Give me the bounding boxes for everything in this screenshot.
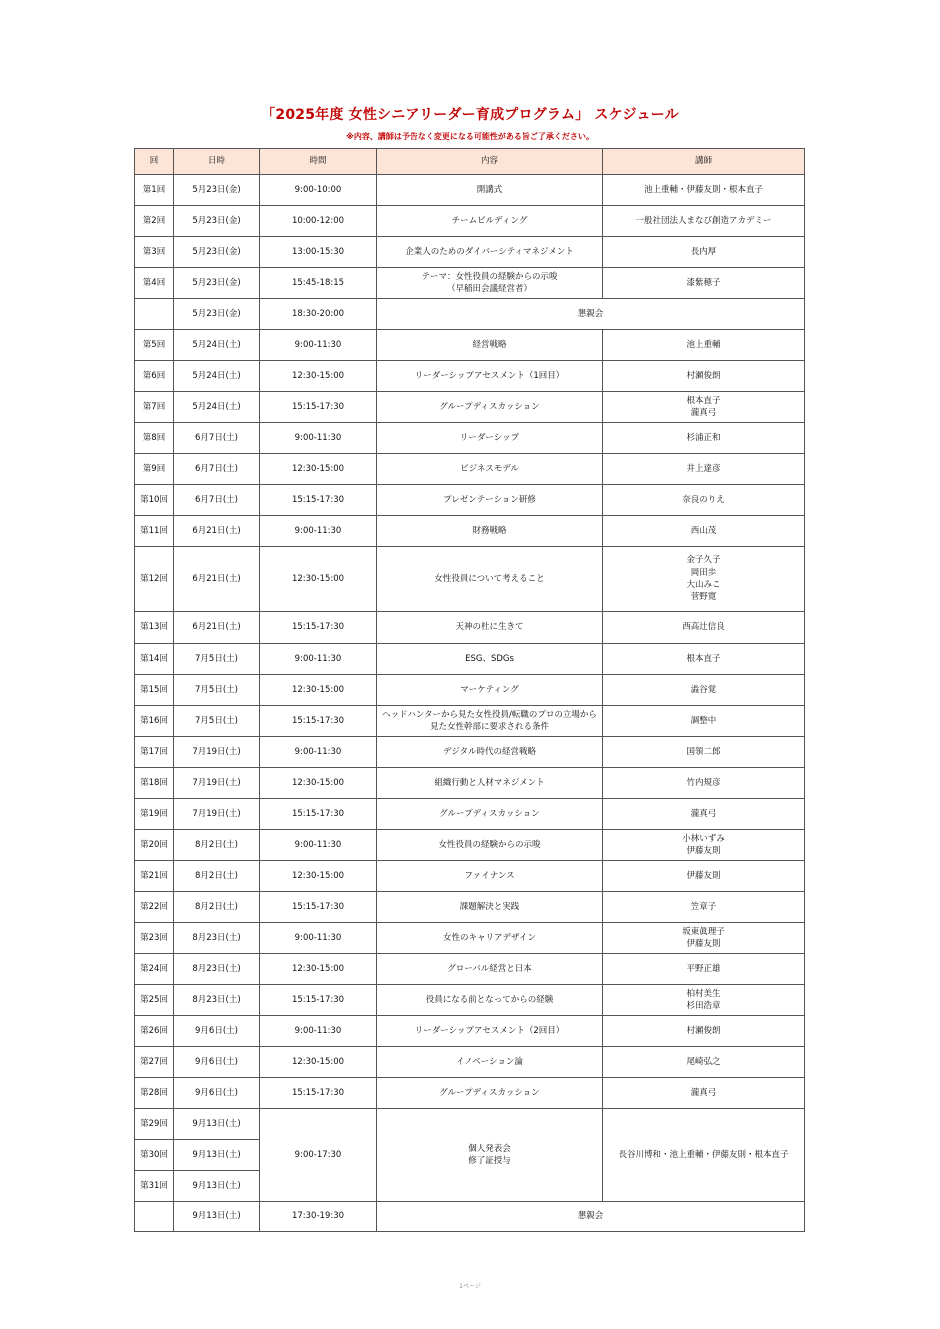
session-number: 第30回 bbox=[135, 1140, 174, 1171]
session-event: 懇親会 bbox=[377, 1202, 805, 1232]
session-date: 5月23日(金) bbox=[174, 268, 260, 299]
session-content bbox=[377, 612, 603, 644]
session-lecturer bbox=[603, 454, 805, 485]
session-lecturer bbox=[603, 923, 805, 954]
session-time: 12:30-15:00 bbox=[260, 547, 377, 612]
cell-line: 国領二郎 bbox=[686, 746, 721, 757]
table-row bbox=[135, 392, 805, 423]
cell-line: 菅野寛 bbox=[690, 592, 717, 603]
cell-line: 瀧真弓 bbox=[690, 408, 717, 418]
session-date: 6月21日(土) bbox=[174, 547, 260, 612]
session-lecturer bbox=[603, 1078, 805, 1109]
session-time: 9:00-11:30 bbox=[260, 330, 377, 361]
session-lecturer bbox=[603, 892, 805, 923]
session-lecturer bbox=[603, 330, 805, 361]
session-time: 15:15-17:30 bbox=[260, 892, 377, 923]
session-number: 第18回 bbox=[135, 768, 174, 799]
table-row bbox=[135, 454, 805, 485]
table-row bbox=[135, 175, 805, 206]
table-row bbox=[135, 1078, 805, 1109]
cell-line: チームビルディング bbox=[451, 215, 528, 226]
session-lecturer bbox=[603, 516, 805, 547]
header-row bbox=[135, 149, 805, 175]
session-time: 9:00-11:30 bbox=[260, 423, 377, 454]
session-date: 5月23日(金) bbox=[174, 206, 260, 237]
cell-line: ファイナンス bbox=[464, 870, 515, 881]
session-lecturer bbox=[603, 830, 805, 861]
session-number: 第27回 bbox=[135, 1047, 174, 1078]
cell-line: 漆紫穂子 bbox=[686, 277, 721, 288]
cell-line: ヘッドハンターから見た女性役員/転職のプロの立場から bbox=[382, 709, 597, 720]
session-content bbox=[377, 954, 603, 985]
session-date: 7月19日(土) bbox=[174, 768, 260, 799]
table-row bbox=[135, 423, 805, 454]
session-lecturer bbox=[603, 706, 805, 737]
session-content bbox=[377, 861, 603, 892]
session-lecturer bbox=[603, 675, 805, 706]
session-lecturer bbox=[603, 985, 805, 1016]
session-number: 第15回 bbox=[135, 675, 174, 706]
cell-line: 杉田浩章 bbox=[686, 1001, 721, 1011]
session-time: 15:15-17:30 bbox=[260, 706, 377, 737]
session-content bbox=[377, 644, 603, 675]
table-row bbox=[135, 299, 805, 330]
session-lecturer bbox=[603, 361, 805, 392]
session-time: 18:30-20:00 bbox=[260, 299, 377, 330]
page-title: 「2025年度 女性シニアリーダー育成プログラム」 スケジュール bbox=[261, 107, 679, 123]
session-date: 5月23日(金) bbox=[174, 237, 260, 268]
session-date: 8月23日(土) bbox=[174, 954, 260, 985]
session-time: 15:15-17:30 bbox=[260, 392, 377, 423]
session-time: 9:00-11:30 bbox=[260, 516, 377, 547]
session-date: 5月24日(土) bbox=[174, 392, 260, 423]
session-number: 第31回 bbox=[135, 1171, 174, 1202]
cell-line: 女性のキャリアデザイン bbox=[443, 932, 536, 943]
cell-line: 金子久子 bbox=[686, 555, 721, 566]
session-content bbox=[377, 706, 603, 737]
cell-line: 杉浦正和 bbox=[686, 432, 721, 443]
cell-line: 瀧真弓 bbox=[690, 1087, 717, 1098]
session-content bbox=[377, 237, 603, 268]
table-row bbox=[135, 985, 805, 1016]
cell-line: 女性役員の経験からの示唆 bbox=[438, 839, 541, 850]
session-date: 5月24日(土) bbox=[174, 330, 260, 361]
session-time: 15:45-18:15 bbox=[260, 268, 377, 299]
session-date: 8月2日(土) bbox=[174, 830, 260, 861]
table-row bbox=[135, 892, 805, 923]
header-lecturer: 講師 bbox=[603, 149, 805, 175]
cell-line: デジタル時代の経営戦略 bbox=[443, 746, 536, 757]
session-number: 第21回 bbox=[135, 861, 174, 892]
session-number: 第5回 bbox=[135, 330, 174, 361]
table-row bbox=[135, 1047, 805, 1078]
session-lecturer bbox=[603, 206, 805, 237]
session-number: 第11回 bbox=[135, 516, 174, 547]
session-time: 12:30-15:00 bbox=[260, 861, 377, 892]
table-row bbox=[135, 516, 805, 547]
cell-line: グループディスカッション bbox=[439, 401, 540, 412]
session-content bbox=[377, 985, 603, 1016]
table-row bbox=[135, 644, 805, 675]
cell-line: 奈良のりえ bbox=[682, 494, 725, 505]
cell-line: グループディスカッション bbox=[439, 1087, 540, 1098]
cell-line: 池上重輔・伊藤友則・根本直子 bbox=[643, 184, 763, 195]
session-date: 8月23日(土) bbox=[174, 923, 260, 954]
session-time: 15:15-17:30 bbox=[260, 799, 377, 830]
cell-line: 個人発表会 bbox=[468, 1143, 511, 1154]
session-time: 12:30-15:00 bbox=[260, 454, 377, 485]
cell-line: 根本直子 bbox=[686, 653, 721, 664]
session-number: 第17回 bbox=[135, 737, 174, 768]
session-date: 7月5日(土) bbox=[174, 706, 260, 737]
session-number bbox=[135, 299, 174, 330]
session-lecturer bbox=[603, 861, 805, 892]
session-time: 9:00-11:30 bbox=[260, 830, 377, 861]
session-content bbox=[377, 737, 603, 768]
table-row bbox=[135, 268, 805, 299]
session-date: 9月13日(土) bbox=[174, 1171, 260, 1202]
session-number: 第22回 bbox=[135, 892, 174, 923]
session-content bbox=[377, 1109, 603, 1202]
cell-line: イノベーション論 bbox=[456, 1056, 523, 1067]
cell-line: 経営戦略 bbox=[472, 339, 507, 350]
change-notice: ※内容、講師は予告なく変更になる可能性がある旨ご了承ください。 bbox=[346, 132, 594, 141]
table-row bbox=[135, 923, 805, 954]
session-date: 7月5日(土) bbox=[174, 644, 260, 675]
table-row bbox=[135, 768, 805, 799]
cell-line: リーダーシップ bbox=[459, 432, 520, 443]
cell-line: 瀧真弓 bbox=[690, 808, 717, 819]
session-time: 9:00-17:30 bbox=[260, 1109, 377, 1202]
session-content bbox=[377, 485, 603, 516]
session-content bbox=[377, 547, 603, 612]
session-time: 9:00-11:30 bbox=[260, 737, 377, 768]
session-lecturer bbox=[603, 737, 805, 768]
session-number: 第28回 bbox=[135, 1078, 174, 1109]
table-row bbox=[135, 612, 805, 644]
header-time: 時間 bbox=[260, 149, 377, 175]
session-time: 9:00-10:00 bbox=[260, 175, 377, 206]
cell-line: リーダーシップアセスメント（1回目） bbox=[414, 370, 565, 381]
cell-line: 西山茂 bbox=[690, 525, 717, 536]
table-row bbox=[135, 861, 805, 892]
session-content bbox=[377, 1016, 603, 1047]
session-number: 第13回 bbox=[135, 612, 174, 644]
session-number: 第19回 bbox=[135, 799, 174, 830]
session-number: 第8回 bbox=[135, 423, 174, 454]
session-lecturer bbox=[603, 768, 805, 799]
session-number: 第10回 bbox=[135, 485, 174, 516]
cell-line: 笠章子 bbox=[690, 901, 717, 912]
table-row bbox=[135, 799, 805, 830]
header-session: 回 bbox=[135, 149, 174, 175]
cell-line: 井上達彦 bbox=[686, 463, 721, 474]
session-lecturer bbox=[603, 954, 805, 985]
session-number: 第26回 bbox=[135, 1016, 174, 1047]
table-row bbox=[135, 1109, 805, 1140]
cell-line: 村瀬俊朗 bbox=[686, 370, 721, 381]
session-number: 第16回 bbox=[135, 706, 174, 737]
cell-line: プレゼンテーション研修 bbox=[443, 494, 536, 505]
table-row bbox=[135, 237, 805, 268]
session-number: 第14回 bbox=[135, 644, 174, 675]
cell-line: ビジネスモデル bbox=[460, 463, 519, 474]
session-date: 5月23日(金) bbox=[174, 299, 260, 330]
schedule-table bbox=[134, 148, 805, 1232]
session-time: 9:00-11:30 bbox=[260, 1016, 377, 1047]
session-lecturer bbox=[603, 1016, 805, 1047]
session-time: 9:00-11:30 bbox=[260, 644, 377, 675]
cell-line: 澁谷覚 bbox=[690, 684, 717, 695]
cell-line: 伊藤友則 bbox=[686, 870, 721, 881]
session-date: 6月7日(土) bbox=[174, 485, 260, 516]
session-event: 懇親会 bbox=[377, 299, 805, 330]
session-lecturer bbox=[603, 237, 805, 268]
session-content bbox=[377, 768, 603, 799]
cell-line: 見た女性幹部に要求される条件 bbox=[429, 722, 549, 732]
session-date: 9月13日(土) bbox=[174, 1109, 260, 1140]
session-content bbox=[377, 1078, 603, 1109]
cell-line: 財務戦略 bbox=[472, 525, 507, 536]
session-date: 9月6日(土) bbox=[174, 1047, 260, 1078]
table-row bbox=[135, 206, 805, 237]
session-time: 12:30-15:00 bbox=[260, 675, 377, 706]
table-row bbox=[135, 675, 805, 706]
table-row bbox=[135, 330, 805, 361]
session-lecturer bbox=[603, 175, 805, 206]
session-number: 第1回 bbox=[135, 175, 174, 206]
session-date: 9月13日(土) bbox=[174, 1202, 260, 1232]
session-date: 7月19日(土) bbox=[174, 799, 260, 830]
session-date: 7月5日(土) bbox=[174, 675, 260, 706]
session-lecturer bbox=[603, 799, 805, 830]
header-content: 内容 bbox=[377, 149, 603, 175]
cell-line: 長内厚 bbox=[690, 246, 717, 257]
cell-line: 池上重輔 bbox=[686, 339, 721, 350]
session-number: 第2回 bbox=[135, 206, 174, 237]
cell-line: 長谷川博和・池上重輔・伊藤友則・根本直子 bbox=[618, 1149, 789, 1160]
session-time: 17:30-19:30 bbox=[260, 1202, 377, 1232]
cell-line: 伊藤友則 bbox=[686, 939, 721, 949]
session-content bbox=[377, 1047, 603, 1078]
session-date: 7月19日(土) bbox=[174, 737, 260, 768]
table-row bbox=[135, 737, 805, 768]
cell-line: 修了証授与 bbox=[468, 1156, 511, 1166]
cell-line: 天神の杜に生きて bbox=[455, 622, 524, 633]
table-row bbox=[135, 954, 805, 985]
table-row bbox=[135, 1016, 805, 1047]
cell-line: 企業人のためのダイバーシティマネジメント bbox=[405, 246, 574, 257]
session-time: 15:15-17:30 bbox=[260, 985, 377, 1016]
session-number: 第23回 bbox=[135, 923, 174, 954]
cell-line: 課題解決と実践 bbox=[459, 901, 520, 912]
cell-line: 小林いずみ bbox=[682, 833, 725, 844]
session-time: 15:15-17:30 bbox=[260, 612, 377, 644]
session-number: 第4回 bbox=[135, 268, 174, 299]
table-row bbox=[135, 1202, 805, 1232]
session-lecturer bbox=[603, 547, 805, 612]
session-time: 10:00-12:00 bbox=[260, 206, 377, 237]
session-date: 6月7日(土) bbox=[174, 423, 260, 454]
schedule-body bbox=[135, 175, 805, 1232]
cell-line: 一般社団法人まなび創造アカデミー bbox=[635, 215, 772, 226]
session-content bbox=[377, 892, 603, 923]
session-content bbox=[377, 423, 603, 454]
session-number bbox=[135, 1202, 174, 1232]
session-content bbox=[377, 361, 603, 392]
cell-line: 調整中 bbox=[690, 715, 717, 726]
session-date: 5月23日(金) bbox=[174, 175, 260, 206]
session-number: 第3回 bbox=[135, 237, 174, 268]
session-lecturer bbox=[603, 423, 805, 454]
session-content bbox=[377, 392, 603, 423]
session-number: 第9回 bbox=[135, 454, 174, 485]
cell-line: 岡田歩 bbox=[690, 567, 717, 578]
session-lecturer bbox=[603, 612, 805, 644]
header-date: 日時 bbox=[174, 149, 260, 175]
cell-line: ESG、SDGs bbox=[465, 653, 514, 664]
session-time: 15:15-17:30 bbox=[260, 485, 377, 516]
session-lecturer bbox=[603, 485, 805, 516]
session-content bbox=[377, 330, 603, 361]
session-date: 9月13日(土) bbox=[174, 1140, 260, 1171]
cell-line: 坂東眞理子 bbox=[682, 926, 725, 937]
table-row bbox=[135, 706, 805, 737]
session-time: 12:30-15:00 bbox=[260, 954, 377, 985]
session-date: 9月6日(土) bbox=[174, 1016, 260, 1047]
table-row bbox=[135, 485, 805, 516]
session-date: 9月6日(土) bbox=[174, 1078, 260, 1109]
table-row bbox=[135, 547, 805, 612]
session-date: 5月24日(土) bbox=[174, 361, 260, 392]
session-number: 第29回 bbox=[135, 1109, 174, 1140]
session-content bbox=[377, 454, 603, 485]
session-content bbox=[377, 268, 603, 299]
session-time: 12:30-15:00 bbox=[260, 768, 377, 799]
cell-line: 平野正雄 bbox=[686, 963, 721, 974]
session-date: 8月2日(土) bbox=[174, 892, 260, 923]
session-content bbox=[377, 516, 603, 547]
session-time: 13:00-15:30 bbox=[260, 237, 377, 268]
cell-line: 竹内規彦 bbox=[686, 777, 721, 788]
cell-line: リーダーシップアセスメント（2回目） bbox=[414, 1025, 565, 1036]
cell-line: （早稲田会議経営者） bbox=[446, 284, 532, 294]
cell-line: 大山みこ bbox=[686, 580, 721, 590]
session-number: 第25回 bbox=[135, 985, 174, 1016]
session-lecturer bbox=[603, 392, 805, 423]
session-lecturer bbox=[603, 268, 805, 299]
session-content bbox=[377, 175, 603, 206]
session-time: 12:30-15:00 bbox=[260, 361, 377, 392]
session-number: 第24回 bbox=[135, 954, 174, 985]
session-content bbox=[377, 830, 603, 861]
cell-line: グローバル経営と日本 bbox=[447, 963, 532, 974]
session-date: 8月23日(土) bbox=[174, 985, 260, 1016]
cell-line: 柏村美生 bbox=[686, 988, 721, 999]
session-number: 第20回 bbox=[135, 830, 174, 861]
session-date: 6月7日(土) bbox=[174, 454, 260, 485]
session-date: 6月21日(土) bbox=[174, 516, 260, 547]
session-time: 12:30-15:00 bbox=[260, 1047, 377, 1078]
session-number: 第6回 bbox=[135, 361, 174, 392]
session-number: 第12回 bbox=[135, 547, 174, 612]
session-date: 8月2日(土) bbox=[174, 861, 260, 892]
cell-line: グループディスカッション bbox=[439, 808, 540, 819]
cell-line: 西高辻信良 bbox=[682, 622, 725, 633]
cell-line: 役員になる前となってからの経験 bbox=[425, 994, 554, 1005]
session-content bbox=[377, 206, 603, 237]
cell-line: 尾崎弘之 bbox=[686, 1056, 721, 1067]
session-content bbox=[377, 799, 603, 830]
page-footer: 1ページ bbox=[459, 1283, 481, 1290]
session-content bbox=[377, 675, 603, 706]
session-lecturer bbox=[603, 644, 805, 675]
session-lecturer bbox=[603, 1047, 805, 1078]
cell-line: 開講式 bbox=[476, 184, 503, 195]
session-lecturer bbox=[603, 1109, 805, 1202]
session-number: 第7回 bbox=[135, 392, 174, 423]
cell-line: 根本直子 bbox=[686, 395, 721, 406]
cell-line: 村瀬俊朗 bbox=[686, 1025, 721, 1036]
session-date: 6月21日(土) bbox=[174, 612, 260, 644]
session-content bbox=[377, 923, 603, 954]
cell-line: マーケティング bbox=[460, 684, 519, 695]
cell-line: 伊藤友則 bbox=[686, 846, 721, 856]
session-time: 15:15-17:30 bbox=[260, 1078, 377, 1109]
cell-line: 女性役員について考えること bbox=[434, 573, 545, 584]
session-time: 9:00-11:30 bbox=[260, 923, 377, 954]
cell-line: テーマ：女性役員の経験からの示唆 bbox=[421, 271, 558, 282]
table-row bbox=[135, 830, 805, 861]
table-row bbox=[135, 361, 805, 392]
cell-line: 組織行動と人材マネジメント bbox=[434, 777, 545, 788]
